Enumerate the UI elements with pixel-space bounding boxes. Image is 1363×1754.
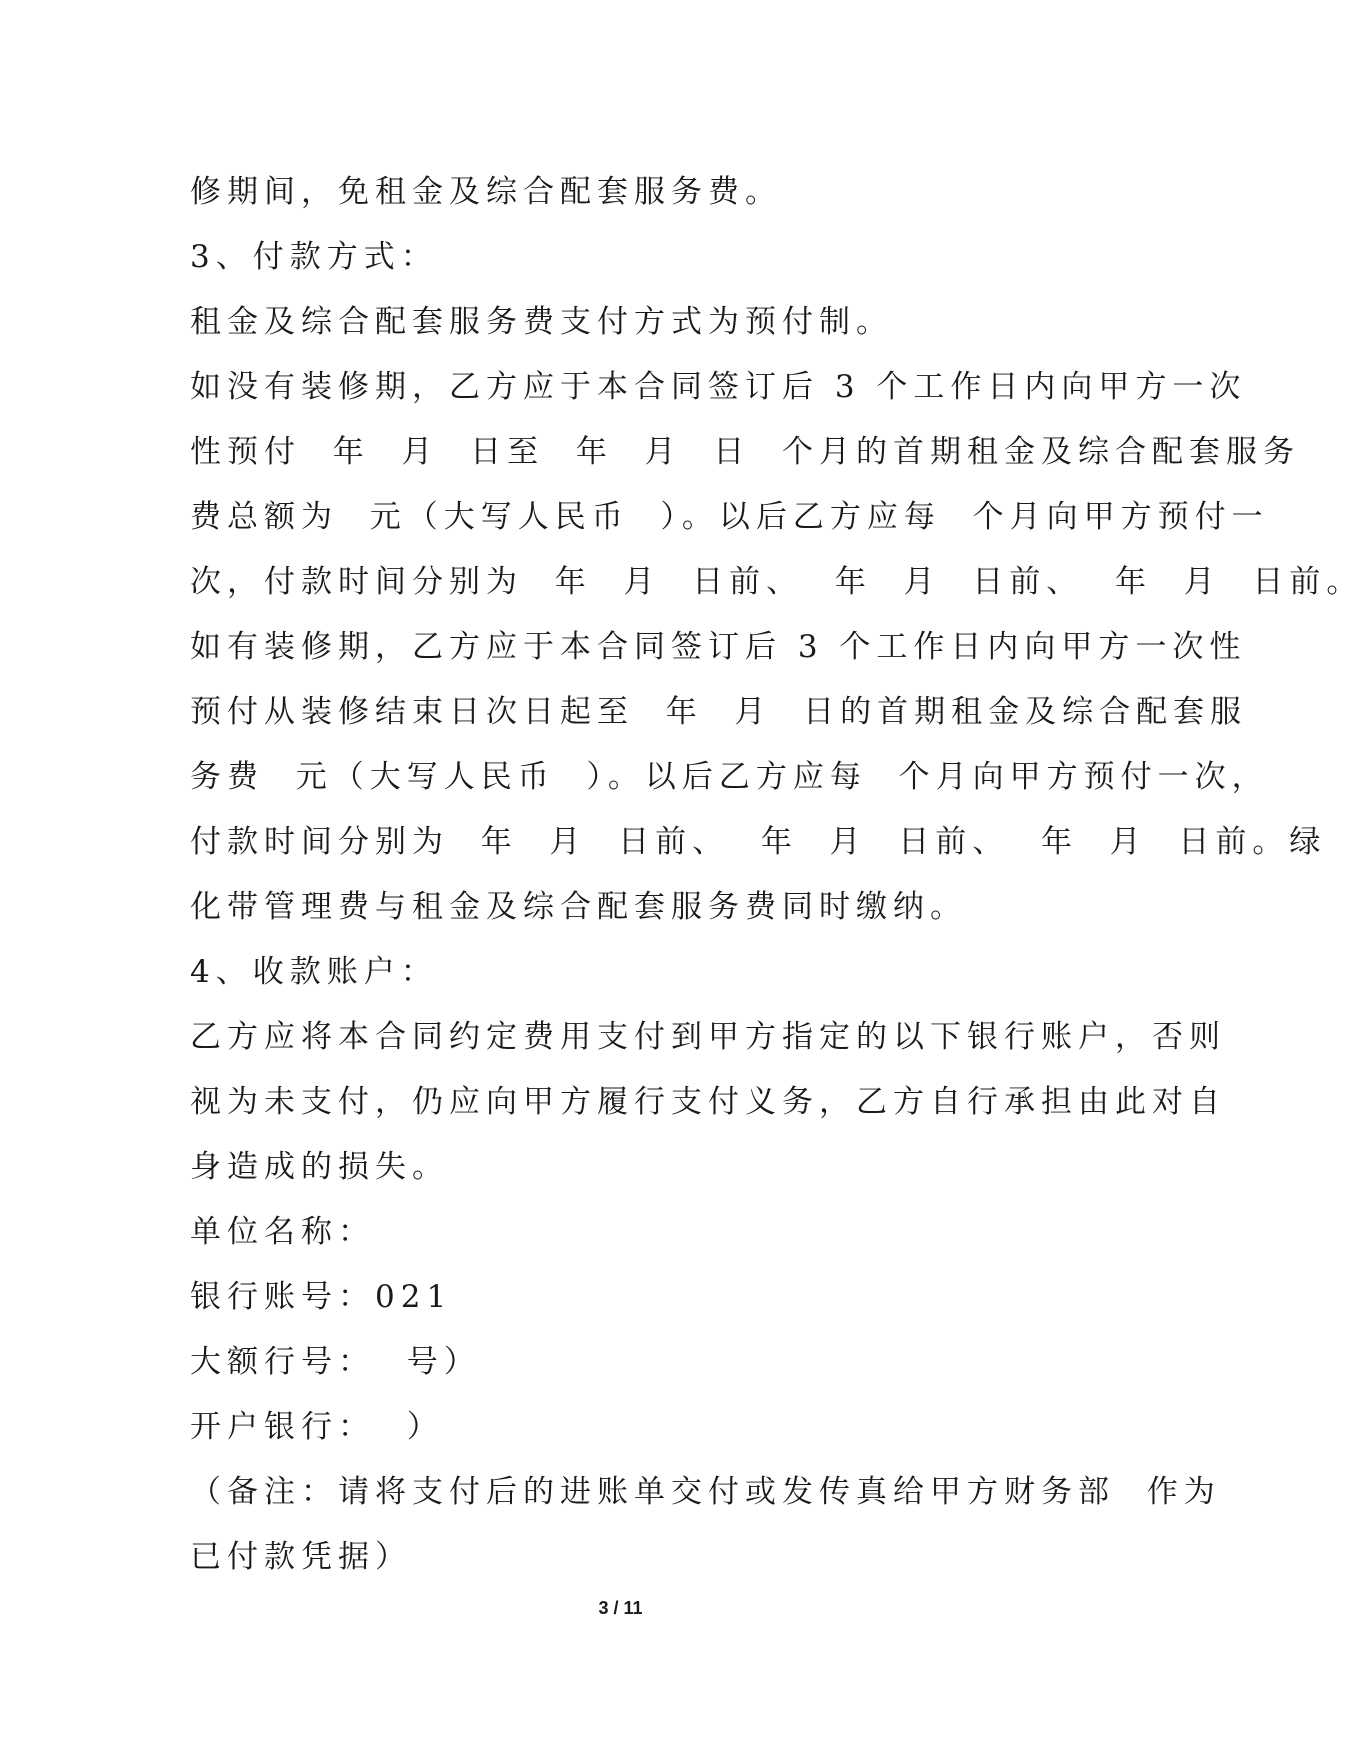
section-heading-receiving-account: 4、收款账户： [190,954,438,990]
field-large-amount-bank-code: 大额行号： 号） [190,1344,481,1380]
section-heading-payment-method: 3、付款方式： [190,239,438,275]
text-line: 修期间，免租金及综合配套服务费。 [190,174,782,210]
text-line: 视为未支付，仍应向甲方履行支付义务，乙方自行承担由此对自 [190,1084,1226,1120]
text-line: 如没有装修期，乙方应于本合同签订后 3 个工作日内向甲方一次 [190,369,1247,405]
page-number: 3 / 11 [598,1598,643,1618]
field-opening-bank: 开户银行： ） [190,1409,444,1445]
text-line: 预付从装修结束日次日起至 年 月 日的首期租金及综合配套服 [190,694,1248,730]
text-line: 费总额为 元（大写人民币 ）。以后乙方应每 个月向甲方预付一 [190,499,1269,535]
field-unit-name: 单位名称： [190,1214,375,1250]
field-bank-account: 银行账号：021 [190,1279,453,1315]
text-line: 务费 元（大写人民币 ）。以后乙方应每 个月向甲方预付一次， [190,759,1269,795]
document-body [190,160,1363,1590]
text-line: 乙方应将本合同约定费用支付到甲方指定的以下银行账户，否则 [190,1019,1226,1055]
text-line: 化带管理费与租金及综合配套服务费同时缴纳。 [190,889,967,925]
text-line: 性预付 年 月 日至 年 月 日 个月的首期租金及综合配套服务 [190,434,1300,470]
text-line: 如有装修期，乙方应于本合同签订后 3 个工作日内向甲方一次性 [190,629,1247,665]
text-line: 租金及综合配套服务费支付方式为预付制。 [190,304,893,340]
text-line: 次，付款时间分别为 年 月 日前、 年 月 日前、 年 月 日前。 [190,564,1363,600]
remark-line: （备注：请将支付后的进账单交付或发传真给甲方财务部 作为 [190,1474,1221,1510]
remark-line: 已付款凭据） [190,1539,412,1575]
text-line: 身造成的损失。 [190,1149,449,1185]
text-line: 付款时间分别为 年 月 日前、 年 月 日前、 年 月 日前。绿 [190,824,1327,860]
